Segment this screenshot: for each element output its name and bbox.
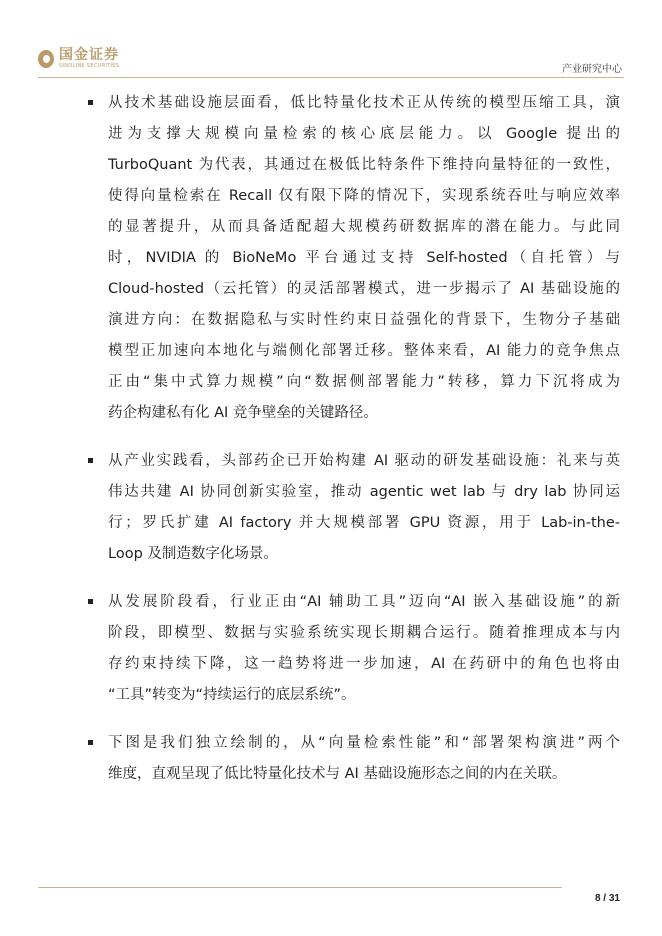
company-logo (38, 48, 119, 70)
paragraph-line: 从技术基础设施层面看，低比特量化技术正从传统的模型压缩工具，演 (108, 95, 620, 111)
logo-en: SINOLINK SECURITIES (59, 63, 120, 69)
footer-divider (38, 887, 562, 888)
body-content (88, 88, 620, 807)
logo-mark-icon (38, 50, 54, 68)
bullet-square-icon (88, 740, 93, 745)
paragraph-line: 阶段，即模型、数据与实验系统实现长期耦合运行。随着推理成本与内 (108, 625, 620, 641)
department-label: 产业研究中心 (562, 64, 622, 75)
paragraph-line: 维度，直观呈现了低比特量化技术与 AI 基础设施形态之间的内在关联。 (108, 766, 567, 782)
bullet-square-icon (88, 458, 93, 463)
header-divider (38, 77, 624, 78)
paragraph-line: 模型正加速向本地化与端侧化部署迁移。整体来看，AI 能力的竞争焦点 (108, 343, 620, 359)
bullet-paragraph (88, 88, 620, 429)
bullet-paragraph (88, 446, 620, 570)
paragraph-line: 正由“集中式算力规模”向“数据侧部署能力”转移，算力下沉将成为 (108, 374, 620, 390)
logo-cn: 国金证券 (59, 47, 119, 63)
bullet-square-icon (88, 599, 93, 604)
bullet-paragraph (88, 587, 620, 711)
paragraph-line: 药企构建私有化 AI 竞争壁垒的关键路径。 (108, 405, 378, 421)
paragraph-line: 使得向量检索在 Recall 仅有限下降的情况下，实现系统吞吐与响应效率 (108, 188, 620, 204)
paragraph-line: Cloud-hosted（云托管）的灵活部署模式，进一步揭示了 AI 基础设施的 (108, 281, 620, 297)
paragraph-line: 从产业实践看，头部药企已开始构建 AI 驱动的研发基础设施：礼来与英 (108, 453, 620, 469)
paragraph-line: 进为支撑大规模向量检索的核心底层能力。以 Google 提出的 (108, 126, 620, 142)
paragraph-line: 行；罗氏扩建 AI factory 并大规模部署 GPU 资源，用于 Lab-in-the- (108, 515, 620, 531)
paragraph-line: 下图是我们独立绘制的，从“向量检索性能”和“部署架构演进”两个 (108, 735, 620, 751)
paragraph-line: 的显著提升，从而具备适配超大规模药研数据库的潜在能力。与此同 (108, 219, 620, 235)
paragraph-line: 时，NVIDIA 的 BioNeMo 平台通过支持 Self-hosted（自托管）与 (108, 250, 620, 266)
paragraph-line: 存约束持续下降，这一趋势将进一步加速，AI 在药研中的角色也将由 (108, 656, 620, 672)
paragraph-line: 伟达共建 AI 协同创新实验室，推动 agentic wet lab 与 dry lab 协同运 (108, 484, 620, 500)
bullet-paragraph (88, 728, 620, 790)
bullet-square-icon (88, 100, 93, 105)
paragraph-line: Loop 及制造数字化场景。 (108, 546, 278, 562)
paragraph-line: 演进方向：在数据隐私与实时性约束日益强化的背景下，生物分子基础 (108, 312, 620, 328)
paragraph-line: 从发展阶段看，行业正由“AI 辅助工具”迈向“AI 嵌入基础设施”的新 (108, 594, 620, 610)
paragraph-line: “工具”转变为“持续运行的底层系统”。 (108, 687, 356, 703)
page-number: 8 / 31 (594, 893, 620, 904)
paragraph-line: TurboQuant 为代表，其通过在极低比特条件下维持向量特征的一致性， (108, 157, 620, 173)
